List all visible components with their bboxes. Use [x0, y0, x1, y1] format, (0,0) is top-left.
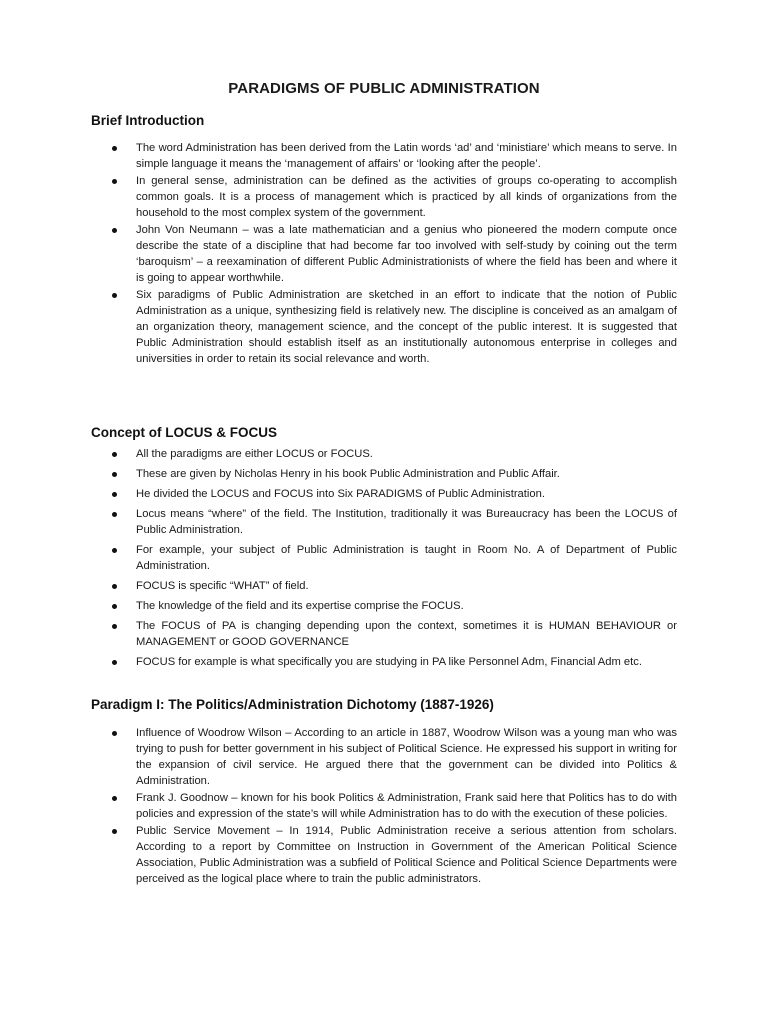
list-item — [112, 486, 677, 502]
list-item — [112, 823, 677, 887]
list-item-text: Influence of Woodrow Wilson – According to an article in 1887, Woodrow Wilson was a young man who was trying to push for better government in his subject of Political Science. He expressed his support in writing for the expansion of civil service. He argued there that the government can be divided into Politics & Administration. — [136, 727, 677, 787]
section-heading-paradigm-one: Paradigm I: The Politics/Administration Dichotomy (1887-1926) — [91, 697, 494, 712]
bullet-icon — [112, 472, 117, 477]
bullet-icon — [112, 731, 117, 736]
list-item — [112, 725, 677, 789]
list-item — [112, 287, 677, 367]
list-item-text: For example, your subject of Public Administration is taught in Room No. A of Department of Public Administration. — [136, 544, 677, 572]
bullet-icon — [112, 584, 117, 589]
list-item — [112, 466, 677, 482]
list-item-text: The word Administration has been derived from the Latin words ‘ad’ and ‘ministiare’ which means to serve. In simple language it means the ‘management of affairs’ or ‘looking after the people’. — [136, 142, 677, 170]
list-item-text: FOCUS is specific “WHAT” of field. — [136, 580, 309, 592]
bullet-icon — [112, 179, 117, 184]
list-item — [112, 618, 677, 650]
list-item — [112, 790, 677, 822]
bullet-icon — [112, 512, 117, 517]
list-item — [112, 446, 677, 462]
list-item-text: Locus means “where” of the field. The Institution, traditionally it was Bureaucracy has been the LOCUS of Public Administration. — [136, 508, 677, 536]
list-item — [112, 173, 677, 221]
section-heading-brief-introduction: Brief Introduction — [91, 113, 205, 128]
bullet-icon — [112, 492, 117, 497]
bullet-icon — [112, 660, 117, 665]
bullet-icon — [112, 624, 117, 629]
list-item — [112, 654, 677, 670]
list-item-text: Frank J. Goodnow – known for his book Politics & Administration, Frank said here that Politics has to do with policies and expression of the state’s will while Administration has to do with the execution of these policies. — [136, 792, 677, 820]
bullet-list-locus-focus — [112, 446, 677, 674]
list-item — [112, 222, 677, 286]
list-item — [112, 542, 677, 574]
list-item-text: The FOCUS of PA is changing depending upon the context, sometimes it is HUMAN BEHAVIOUR or MANAGEMENT or GOOD GOVERNANCE — [136, 620, 677, 648]
list-item-text: These are given by Nicholas Henry in his book Public Administration and Public Affair. — [136, 468, 560, 480]
bullet-icon — [112, 146, 117, 151]
bullet-list-brief-introduction — [112, 140, 677, 368]
section-heading-locus-focus: Concept of LOCUS & FOCUS — [91, 425, 277, 440]
bullet-icon — [112, 548, 117, 553]
list-item — [112, 578, 677, 594]
bullet-icon — [112, 452, 117, 457]
page-title: PARADIGMS OF PUBLIC ADMINISTRATION — [228, 80, 540, 97]
list-item-text: All the paradigms are either LOCUS or FOCUS. — [136, 448, 373, 460]
list-item-text: In general sense, administration can be defined as the activities of groups co-operating to accomplish common goals. It is a process of management which is practiced by all kinds of organizations from the household to the most complex system of the government. — [136, 175, 677, 219]
list-item-text: The knowledge of the field and its expertise comprise the FOCUS. — [136, 600, 464, 612]
list-item-text: Six paradigms of Public Administration are sketched in an effort to indicate that the notion of Public Administration as a unique, synthesizing field is relatively new. The discipline is conceived as an amalgam of an organization theory, management science, and the concept of the public interest. It is suggested that Public Administration should establish itself as an institutionally autonomous enterprise in colleges and universities in order to retain its social relevance and worth. — [136, 289, 677, 365]
list-item-text: Public Service Movement – In 1914, Public Administration receive a serious attention from scholars. According to a report by Committee on Instruction in Government of the American Political Science Association, Public Administration was a subfield of Political Science and Political Science Departments were perceived as the logical place where to train the public administrators. — [136, 825, 677, 885]
bullet-icon — [112, 293, 117, 298]
list-item-text: FOCUS for example is what specifically you are studying in PA like Personnel Adm, Financial Adm etc. — [136, 656, 642, 668]
list-item — [112, 140, 677, 172]
list-item — [112, 506, 677, 538]
list-item-text: John Von Neumann – was a late mathematician and a genius who pioneered the modern compute once describe the state of a discipline that had become far too involved with self-study by coining out the term ‘baroquism’ – a reexamination of different Public Administrationists of where the field has been and where it is going to appear worthwhile. — [136, 224, 677, 284]
bullet-icon — [112, 796, 117, 801]
list-item — [112, 598, 677, 614]
bullet-icon — [112, 228, 117, 233]
bullet-list-paradigm-one — [112, 725, 677, 888]
list-item-text: He divided the LOCUS and FOCUS into Six PARADIGMS of Public Administration. — [136, 488, 545, 500]
bullet-icon — [112, 604, 117, 609]
bullet-icon — [112, 829, 117, 834]
